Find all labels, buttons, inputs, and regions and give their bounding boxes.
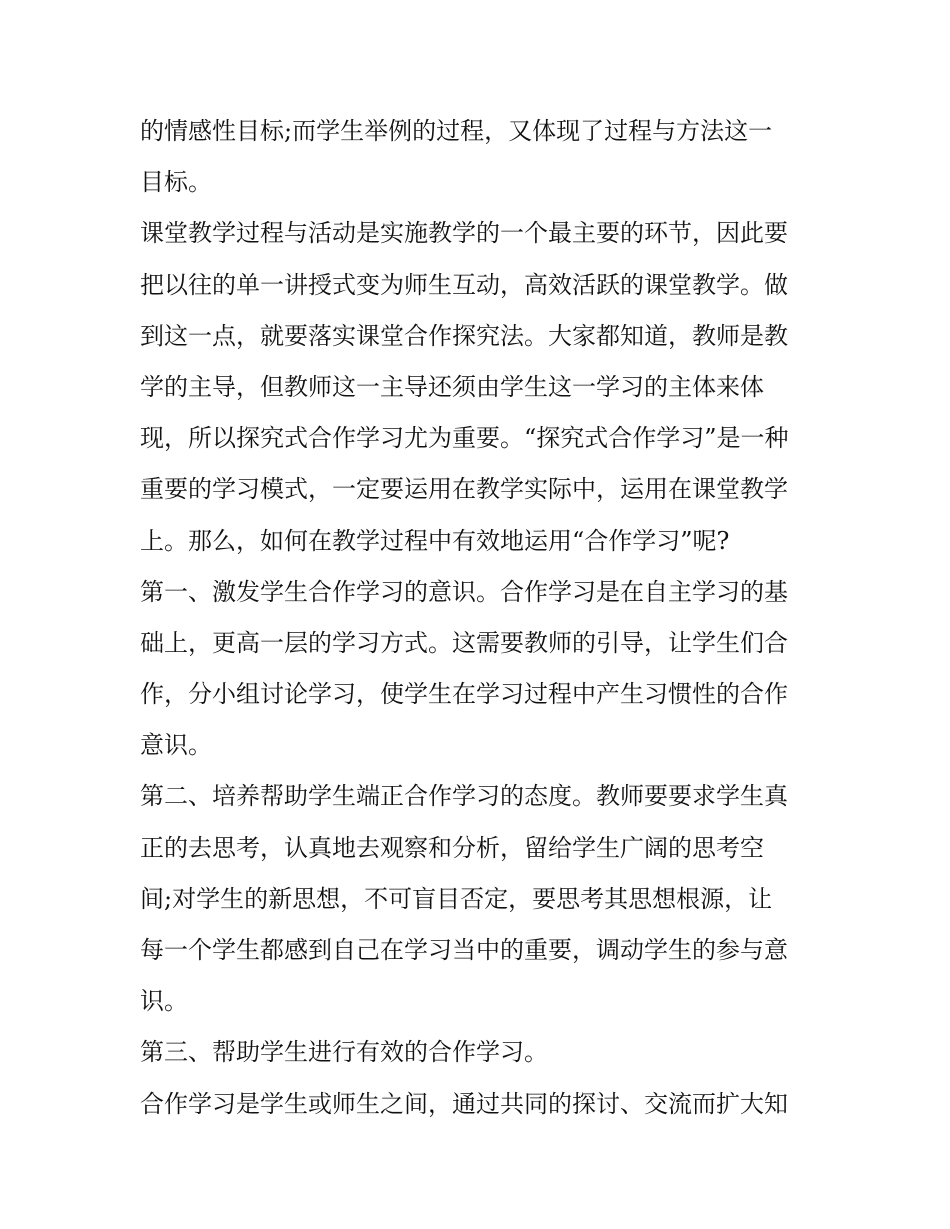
text-line: 学的主导，但教师这一主导还须由学生这一学习的主体来体: [140, 372, 764, 401]
text-line: 第二、培养帮助学生端正合作学习的态度。教师要要求学生真: [140, 782, 788, 811]
text-line: 现，所以探究式合作学习尤为重要。“探究式合作学习”是一种: [140, 424, 789, 453]
text-line: 作，分小组讨论学习，使学生在学习过程中产生习惯性的合作: [140, 680, 788, 709]
text-line: 合作学习是学生或师生之间，通过共同的探讨、交流而扩大知: [140, 1089, 788, 1118]
text-line: 识。: [140, 987, 188, 1016]
text-line: 意识。: [140, 731, 212, 760]
body-text: [140, 106, 820, 1130]
text-line: 重要的学习模式，一定要运用在教学实际中，运用在课堂教学: [140, 475, 788, 504]
text-line: 础上，更高一层的学习方式。这需要教师的引导，让学生们合: [140, 628, 788, 657]
text-line: 上。那么，如何在教学过程中有效地运用“合作学习”呢?: [140, 526, 730, 555]
text-line: 课堂教学过程与活动是实施教学的一个最主要的环节，因此要: [140, 219, 788, 248]
text-line: 每一个学生都感到自己在学习当中的重要，调动学生的参与意: [140, 936, 788, 964]
text-line: 第三、帮助学生进行有效的合作学习。: [140, 1038, 548, 1067]
text-line: 把以往的单一讲授式变为师生互动，高效活跃的课堂教学。做: [140, 270, 788, 299]
text-line: 正的去思考，认真地去观察和分析，留给学生广阔的思考空: [140, 833, 764, 862]
text-line: 第一、激发学生合作学习的意识。合作学习是在自主学习的基: [140, 577, 788, 606]
text-line: 的情感性目标;而学生举例的过程，又体现了过程与方法这一: [140, 117, 773, 145]
text-line: 间;对学生的新思想，不可盲目否定，要思考其思想根源，让: [140, 884, 773, 913]
text-line: 到这一点，就要落实课堂合作探究法。大家都知道，教师是教: [140, 321, 788, 350]
text-line: 目标。: [140, 168, 212, 197]
